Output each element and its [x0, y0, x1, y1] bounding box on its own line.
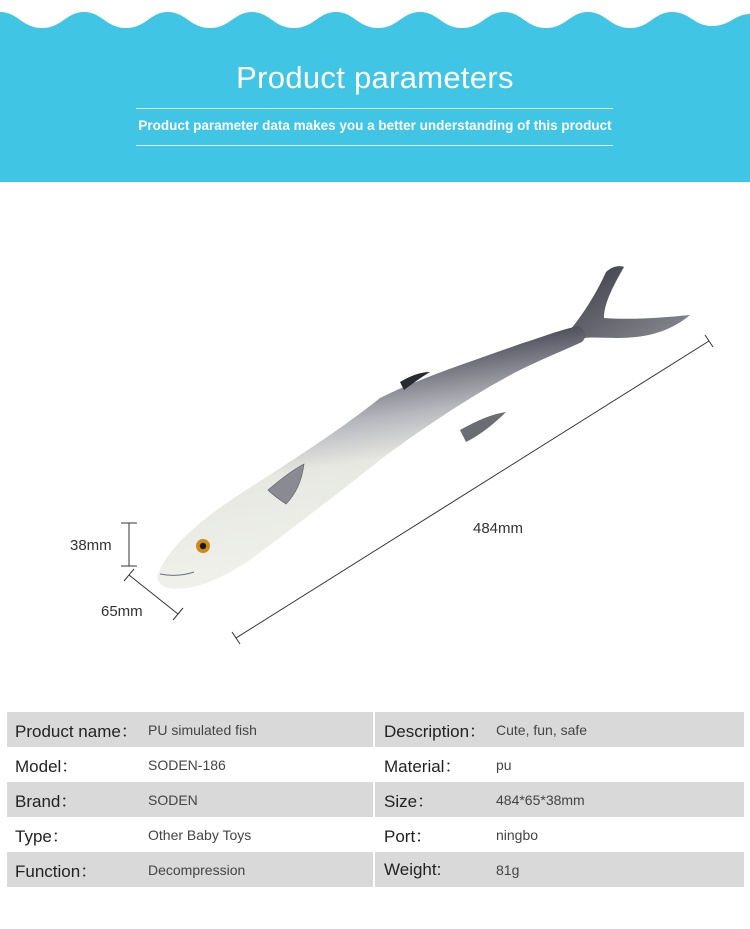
- spec-key: Weight:: [384, 859, 442, 879]
- spec-cell: [7, 712, 373, 747]
- spec-value: PU simulated fish: [148, 721, 257, 738]
- title-divider-top: [136, 108, 613, 109]
- spec-value: Decompression: [148, 861, 246, 878]
- spec-value: SODEN-186: [148, 756, 226, 773]
- spec-key: Product name：: [15, 722, 138, 741]
- fish-image: [0, 182, 750, 702]
- length-dimension-label: 484mm: [473, 520, 524, 537]
- spec-cell: [375, 747, 744, 782]
- spec-value: SODEN: [148, 791, 198, 808]
- page-title: Product parameters: [236, 60, 514, 95]
- spec-key: Type：: [15, 827, 69, 846]
- spec-cell: [7, 852, 373, 887]
- spec-cell: [375, 852, 744, 887]
- spec-row: [7, 817, 744, 852]
- spec-key: Port：: [384, 827, 433, 846]
- spec-value: 484*65*38mm: [496, 791, 585, 808]
- spec-cell: [375, 782, 744, 817]
- spec-cell: [7, 782, 373, 817]
- spec-value: Cute, fun, safe: [496, 721, 588, 738]
- spec-key: Function：: [15, 862, 98, 881]
- spec-cell: [375, 817, 744, 852]
- spec-value: ningbo: [496, 826, 539, 843]
- spec-row: [7, 782, 744, 817]
- spec-cell: [7, 747, 373, 782]
- product-image-area: [0, 182, 750, 702]
- spec-value: 81g: [496, 861, 520, 878]
- spec-key: Material：: [384, 757, 462, 776]
- spec-key: Brand：: [15, 792, 78, 811]
- spec-key: Description：: [384, 722, 487, 741]
- width-dimension-label: 65mm: [101, 603, 143, 620]
- spec-value: pu: [496, 756, 512, 773]
- spec-table: [7, 712, 744, 887]
- spec-row: [7, 852, 744, 887]
- spec-value: Other Baby Toys: [148, 826, 252, 843]
- spec-row: [7, 712, 744, 747]
- height-dimension-label: 38mm: [70, 537, 112, 554]
- wave-decoration: [0, 0, 750, 40]
- spec-key: Size：: [384, 792, 435, 811]
- header-banner: [0, 0, 750, 182]
- title-divider-bottom: [136, 145, 613, 146]
- spec-cell: [375, 712, 744, 747]
- page-subtitle: Product parameter data makes you a better understanding of this product: [138, 118, 612, 133]
- spec-cell: [7, 817, 373, 852]
- spec-row: [7, 747, 744, 782]
- spec-key: Model：: [15, 757, 79, 776]
